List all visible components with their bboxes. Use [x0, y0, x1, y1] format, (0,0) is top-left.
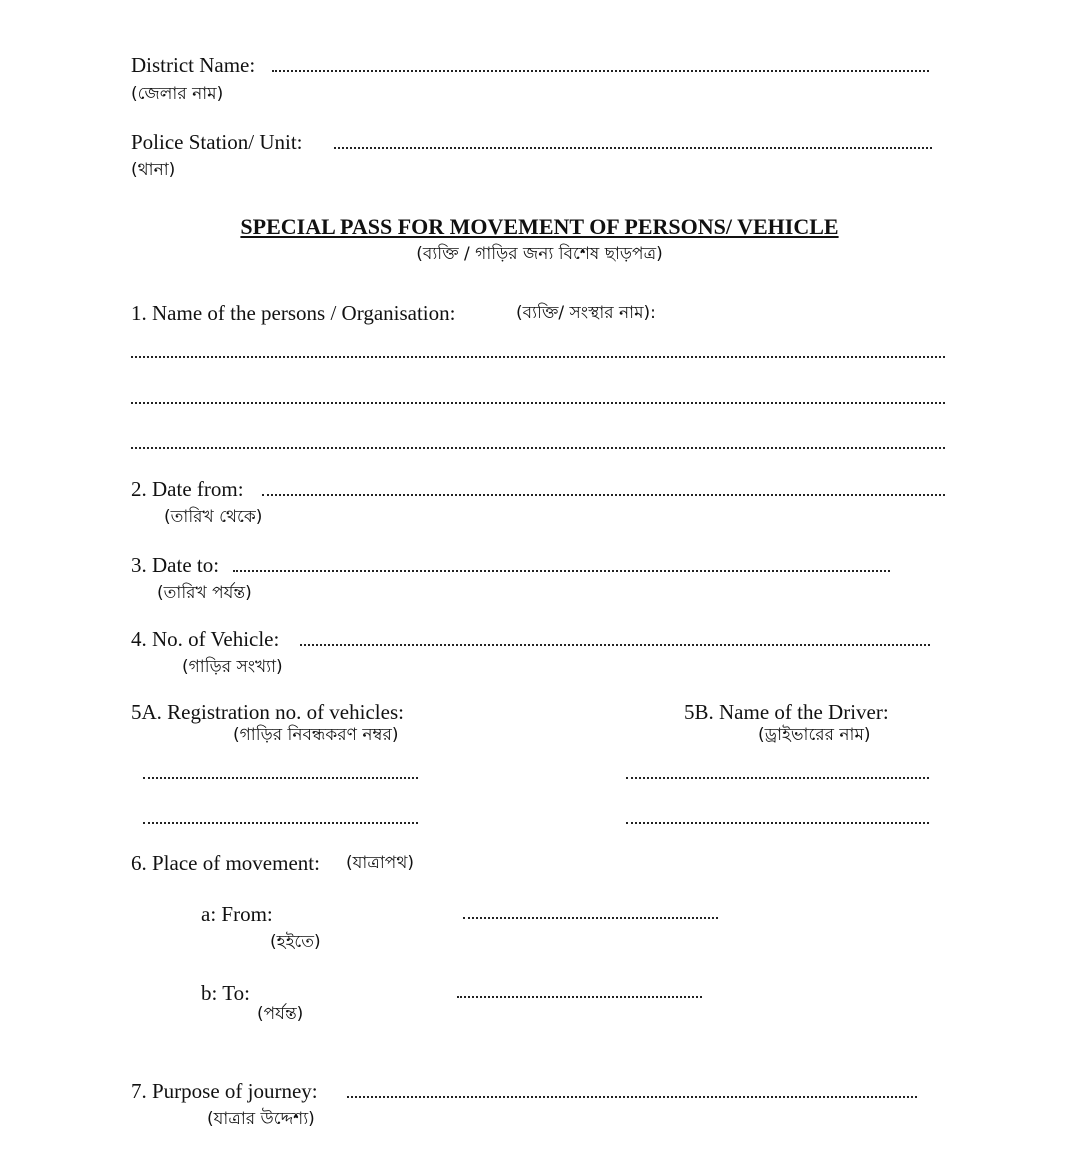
driver-name-field-2[interactable]	[626, 822, 929, 824]
from-label: a: From:	[201, 902, 273, 926]
police-station-sub-label: (থানা)	[131, 160, 176, 180]
registration-field-2[interactable]	[143, 822, 418, 824]
district-sub-label: (জেলার নাম)	[131, 84, 224, 104]
field5b-label: 5B. Name of the Driver:	[684, 700, 889, 724]
to-sub-label: (পর্যন্ত)	[257, 1004, 304, 1024]
vehicle-count-field[interactable]	[300, 644, 930, 646]
purpose-field[interactable]	[347, 1096, 917, 1098]
field1-line-1[interactable]	[131, 356, 945, 358]
field3-sub-label: (তারিখ পর্যন্ত)	[157, 583, 252, 603]
field1-line-3[interactable]	[131, 447, 945, 449]
field4-label: 4. No. of Vehicle:	[131, 627, 280, 651]
field4-sub-label: (গাড়ির সংখ্যা)	[182, 657, 283, 677]
field1-sub-label: (ব্যক্তি/ সংস্থার নাম):	[516, 303, 656, 323]
date-to-field[interactable]	[233, 570, 890, 572]
field5a-label: 5A. Registration no. of vehicles:	[131, 700, 404, 724]
field6-label: 6. Place of movement:	[131, 851, 320, 875]
driver-name-field-1[interactable]	[626, 777, 929, 779]
registration-field-1[interactable]	[143, 777, 418, 779]
to-label: b: To:	[201, 981, 250, 1005]
from-sub-label: (হইতে)	[270, 932, 321, 952]
date-from-field[interactable]	[262, 494, 945, 496]
field1-line-2[interactable]	[131, 402, 945, 404]
police-station-field[interactable]	[334, 147, 932, 149]
page-title: SPECIAL PASS FOR MOVEMENT OF PERSONS/ VEHICLE	[240, 214, 839, 239]
field5a-sub-label: (গাড়ির নিবন্ধকরণ নম্বর)	[233, 725, 399, 745]
district-field[interactable]	[272, 70, 929, 72]
field6-sub-label: (যাত্রাপথ)	[346, 853, 414, 873]
field5b-sub-label: (ড্রাইভারের নাম)	[758, 725, 871, 745]
field2-sub-label: (তারিখ থেকে)	[164, 507, 263, 527]
police-station-label: Police Station/ Unit:	[131, 130, 303, 154]
from-field[interactable]	[463, 917, 718, 919]
field3-label: 3. Date to:	[131, 553, 220, 577]
field2-label: 2. Date from:	[131, 477, 244, 501]
field7-sub-label: (যাত্রার উদ্দেশ্য)	[207, 1109, 315, 1129]
field1-label: 1. Name of the persons / Organisation:	[131, 301, 456, 325]
to-field[interactable]	[457, 996, 702, 998]
page-subtitle: (ব্যক্তি / গাড়ির জন্য বিশেষ ছাড়পত্র)	[416, 244, 663, 264]
field7-label: 7. Purpose of journey:	[131, 1079, 318, 1103]
district-label: District Name:	[131, 53, 256, 77]
